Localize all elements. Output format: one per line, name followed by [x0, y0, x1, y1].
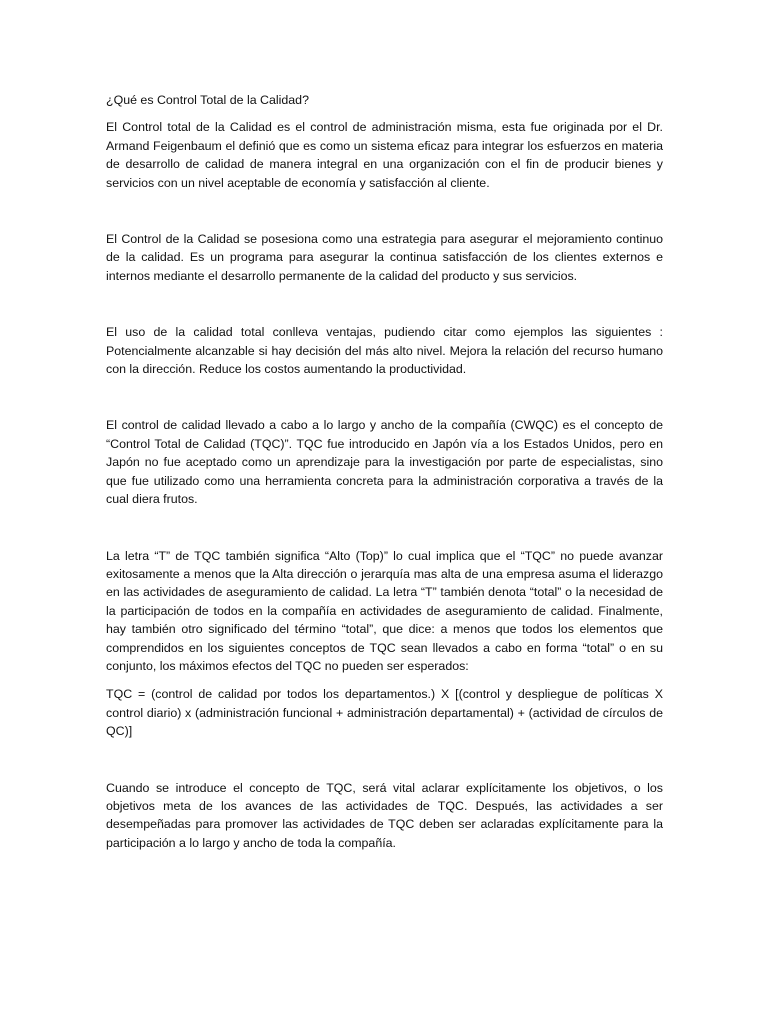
paragraph-tqc-formula: TQC = (control de calidad por todos los departamentos.) X [(control y despliegue de políticas X control diario) x (administración funcional + administración departamental) + (actividad de círculos de QC)]	[106, 687, 663, 739]
paragraph-spacer	[106, 378, 663, 416]
paragraph-definition: El Control total de la Calidad es el control de administración misma, esta fue originada por el Dr. Armand Feigenbaum el definió que es como un sistema eficaz para integrar los esfuerzos en materia de desarrollo de calidad de manera integral en una organización con el fin de producir bienes y servicios con un nivel aceptable de economía y satisfacción al cliente.	[106, 120, 663, 190]
paragraph-spacer	[106, 192, 663, 230]
document-title: ¿Qué es Control Total de la Calidad?	[106, 93, 309, 107]
paragraph-letter-t: La letra “T” de TQC también significa “Alto (Top)” lo cual implica que el “TQC” no puede avanzar exitosamente a menos que la Alta dirección o jerarquía mas alta de una empresa asuma el liderazgo en las actividades de aseguramiento de calidad. La letra “T” también denota “total” o la necesidad de la participación de todos en la compañía en actividades de aseguramiento de calidad. Finalmente, hay también otro significado del término “total”, que dice: a menos que todos los elementos que comprendidos en los siguientes conceptos de TQC sean llevados a cabo en forma “total” o en su conjunto, los máximos efectos del TQC no pueden ser esperados:	[106, 548, 663, 673]
paragraph-cwqc: El control de calidad llevado a cabo a lo largo y ancho de la compañía (CWQC) es el concepto de “Control Total de Calidad (TQC)”. TQC fue introducido en Japón vía a los Estados Unidos, pero en Japón no fue aceptado como un aprendizaje para la investigación por parte de especialistas, sino que fue utilizado como una herramienta concreta para la administración corporativa a través de la cual diera frutos.	[106, 418, 663, 507]
paragraph-spacer	[106, 741, 663, 779]
paragraph-objectives: Cuando se introduce el concepto de TQC, será vital aclarar explícitamente los objetivos, o los objetivos meta de los avances de las actividades de TQC. Después, las actividades a ser desempeñadas para promover las actividades de TQC deben ser aclaradas explícitamente para la participación a lo largo y ancho de toda la compañía.	[106, 780, 663, 850]
paragraph-strategy: El Control de la Calidad se posesiona como una estrategia para asegurar el mejoramiento continuo de la calidad. Es un programa para asegurar la continua satisfacción de los clientes externos e internos mediante el desarrollo permanente de la calidad del producto y sus servicios.	[106, 232, 663, 283]
paragraph-advantages: El uso de la calidad total conlleva ventajas, pudiendo citar como ejemplos las siguientes : Potencialmente alcanzable si hay decisión del más alto nivel. Mejora la relación del recurso humano con la dirección. Reduce los costos aumentando la productividad.	[106, 325, 663, 377]
paragraph-spacer	[106, 285, 663, 323]
paragraph-spacer	[106, 509, 663, 547]
document-page	[106, 91, 663, 852]
paragraph-spacer	[106, 675, 663, 685]
